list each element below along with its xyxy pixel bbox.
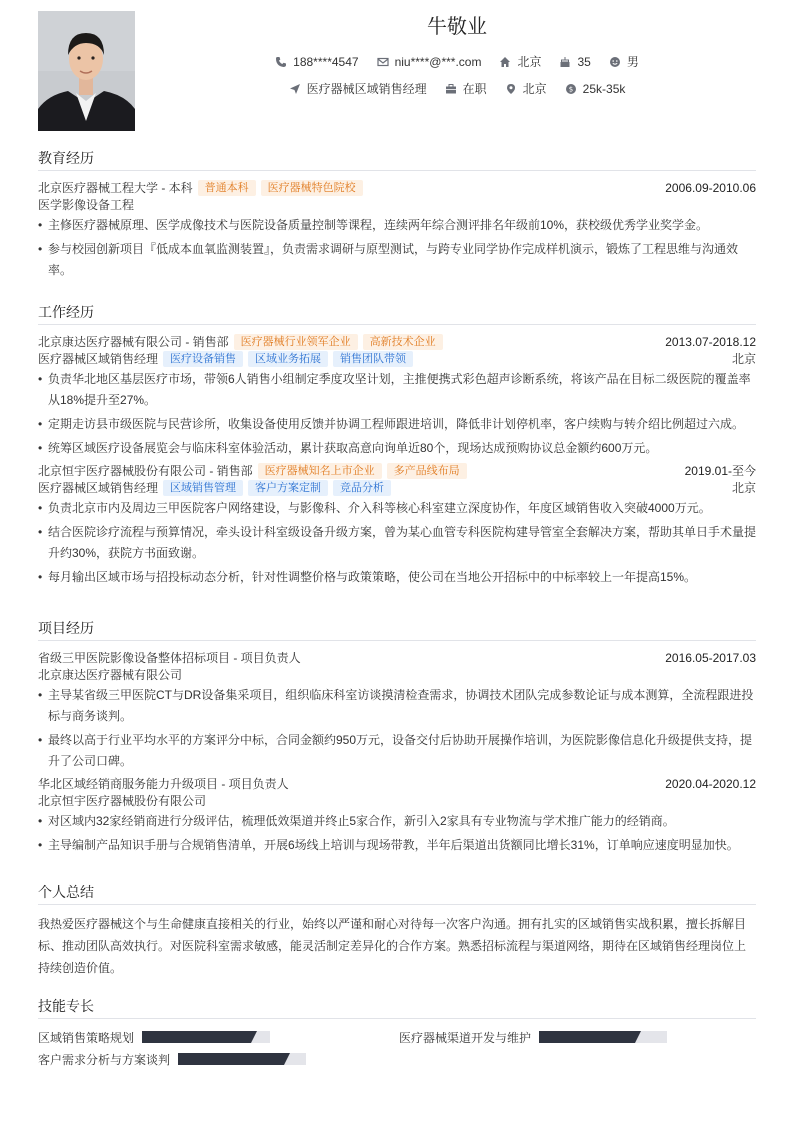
gender-text: 男 xyxy=(626,55,639,69)
skills-section xyxy=(38,998,756,1073)
avatar xyxy=(38,11,135,131)
school-tag: 医疗器械特色院校 xyxy=(261,180,363,196)
company-name: 北京康达医疗器械有限公司 - 销售部 xyxy=(38,335,229,349)
project-bullets xyxy=(38,685,756,772)
job-date: 2013.07-2018.12 xyxy=(665,334,756,349)
skill-level-fill xyxy=(142,1031,251,1043)
candidate-name: 牛敬业 xyxy=(427,14,487,38)
briefcase-icon xyxy=(445,83,457,95)
location-icon xyxy=(505,83,517,95)
section-title: 教育经历 xyxy=(38,150,756,171)
age-text: 35 xyxy=(577,54,591,69)
school-name: 北京医疗器械工程大学 - 本科 xyxy=(38,181,193,195)
company-tag: 多产品线布局 xyxy=(387,463,467,479)
phone-item xyxy=(275,55,358,69)
school-tag: 普通本科 xyxy=(198,180,256,196)
list-item: • 最终以高于行业平均水平的方案评分中标，合同金额约950万元，设备交付后协助开展操作培训，为医院影像信息化升级提供支持，提升了公司口碑。 xyxy=(38,730,756,772)
salary-item xyxy=(565,82,626,96)
location-item xyxy=(505,80,547,97)
list-item: • 定期走访县市级医院与民营诊所，收集设备使用反馈并协调工程师跟进培训，降低非计划停机率，客户续购与转介绍比例超过六成。 xyxy=(38,414,756,435)
summary-section xyxy=(38,884,756,979)
skill-item xyxy=(399,1029,667,1045)
skill-item xyxy=(38,1051,306,1067)
job-entry-header xyxy=(38,462,756,479)
project-name: 华北区域经销商服务能力升级项目 - 项目负责人 xyxy=(38,777,289,791)
list-item: • 主导某省级三甲医院CT与DR设备集采项目，组织临床科室访谈摸清检查需求，协调技术团队完成参数论证与成本测算，全流程跟进投标与商务谈判。 xyxy=(38,685,756,727)
job-bullets xyxy=(38,498,756,588)
major-name: 医学影像设备工程 xyxy=(38,198,135,212)
skill-name: 区域销售策略规划 xyxy=(38,1030,135,1045)
skill-level-bar xyxy=(178,1053,306,1065)
job-role: 医疗器械区域销售经理 xyxy=(38,481,159,495)
avatar-photo xyxy=(38,11,135,131)
education-date: 2006.09-2010.06 xyxy=(665,180,756,195)
position-item xyxy=(289,80,427,97)
skill-tag: 区域销售管理 xyxy=(163,480,243,496)
education-section xyxy=(38,150,756,284)
skill-tag: 客户方案定制 xyxy=(248,480,328,496)
job-role: 医疗器械区域销售经理 xyxy=(38,352,159,366)
project-entry-header xyxy=(38,775,756,792)
skill-level-fill xyxy=(178,1053,284,1065)
job-city: 北京 xyxy=(731,481,756,495)
skill-tag: 竞品分析 xyxy=(333,480,391,496)
education-entry-header xyxy=(38,179,756,196)
list-item: • 负责北京市内及周边三甲医院客户网络建设，与影像科、介入科等核心科室建立深度协作，年度区域销售收入突破4000万元。 xyxy=(38,498,756,519)
skill-level-fill xyxy=(539,1031,635,1043)
skill-name: 医疗器械渠道开发与维护 xyxy=(399,1030,532,1045)
svg-text:$: $ xyxy=(568,85,573,94)
age-item xyxy=(559,55,590,69)
project-bullets xyxy=(38,811,756,856)
smile-icon xyxy=(609,56,621,68)
project-org: 北京康达医疗器械有限公司 xyxy=(38,668,183,682)
salary-text: 25k-35k xyxy=(582,81,626,96)
status-text: 在职 xyxy=(462,82,487,96)
mail-icon xyxy=(377,56,389,68)
phone-icon xyxy=(275,56,287,68)
home-icon xyxy=(499,56,511,68)
project-date: 2020.04-2020.12 xyxy=(665,776,756,791)
list-item: • 对区域内32家经销商进行分级评估，梳理低效渠道并终止5家合作，新引入2家具有专业物流与学术推广能力的经销商。 xyxy=(38,811,756,832)
status-item xyxy=(445,80,487,97)
gender-item xyxy=(609,53,639,70)
section-title: 技能专长 xyxy=(38,998,756,1019)
job-entry-header xyxy=(38,333,756,350)
company-tag: 高新技术企业 xyxy=(363,334,443,350)
skill-name: 客户需求分析与方案谈判 xyxy=(38,1052,171,1067)
work-section xyxy=(38,304,756,591)
company-tag: 医疗器械行业领军企业 xyxy=(234,334,358,350)
job-date: 2019.01-至今 xyxy=(684,464,756,478)
cake-icon xyxy=(559,56,571,68)
send-icon xyxy=(289,83,301,95)
list-item: • 参与校园创新项目『低成本血氧监测装置』，负责需求调研与原型测试，与跨专业同学协作完成样机演示，锻炼了工程思维与沟通效率。 xyxy=(38,239,756,281)
email-address: niu****@***.com xyxy=(394,54,482,69)
email-item xyxy=(377,55,482,69)
project-entry-header xyxy=(38,649,756,666)
project-org-row xyxy=(38,666,756,683)
company-name: 北京恒宇医疗器械股份有限公司 - 销售部 xyxy=(38,464,253,478)
location-text: 北京 xyxy=(522,82,547,96)
section-title: 个人总结 xyxy=(38,884,756,905)
section-title: 工作经历 xyxy=(38,304,756,325)
job-role-row xyxy=(38,479,756,496)
list-item: • 主导编制产品知识手册与合规销售清单，开展6场线上培训与现场带教，半年后渠道出货额同比增长31%，订单响应速度明显加快。 xyxy=(38,835,756,856)
section-title: 项目经历 xyxy=(38,620,756,641)
skill-level-bar xyxy=(539,1031,667,1043)
job-role-row xyxy=(38,350,756,367)
projects-section xyxy=(38,620,756,859)
project-org-row xyxy=(38,792,756,809)
skill-tag: 销售团队带领 xyxy=(333,351,413,367)
skill-tag: 区域业务拓展 xyxy=(248,351,328,367)
education-major-row xyxy=(38,196,756,213)
job-bullets xyxy=(38,369,756,459)
skill-item xyxy=(38,1029,270,1045)
project-name: 省级三甲医院影像设备整体招标项目 - 项目负责人 xyxy=(38,651,301,665)
summary-text: 我热爱医疗器械这个与生命健康直接相关的行业，始终以严谨和耐心对待每一次客户沟通。拥有扎实的区域销售实战积累，擅长拆解目标、推动团队高效执行。对医院科室需求敏感，能灵活制定差异化的合作方案。熟悉招标流程与渠道网络，期待在区域销售经理岗位上持续创造价值。 xyxy=(38,917,747,975)
list-item: • 主修医疗器械原理、医学成像技术与医院设备质量控制等课程，连续两年综合测评排名年级前10%，获校级优秀学业奖学金。 xyxy=(38,215,756,236)
job-intent-row xyxy=(160,80,754,97)
skill-tag: 医疗设备销售 xyxy=(163,351,243,367)
position-text: 医疗器械区域销售经理 xyxy=(306,82,427,96)
company-tag: 医疗器械知名上市企业 xyxy=(258,463,382,479)
skill-level-bar xyxy=(142,1031,270,1043)
city-text: 北京 xyxy=(517,55,542,69)
job-city: 北京 xyxy=(731,352,756,366)
city-item xyxy=(499,53,541,70)
list-item: • 每月输出区域市场与招投标动态分析，针对性调整价格与政策策略，使公司在当地公开招标中的中标率较上一年提高15%。 xyxy=(38,567,756,588)
money-icon xyxy=(565,83,577,95)
list-item: • 统筹区域医疗设备展览会与临床科室体验活动，累计获取高意向询单近80个，现场达成预购协议总金额约600万元。 xyxy=(38,438,756,459)
project-date: 2016.05-2017.03 xyxy=(665,650,756,665)
list-item: • 负责华北地区基层医疗市场，带领6人销售小组制定季度攻坚计划，主推便携式彩色超声诊断系统，将该产品在目标二级医院的覆盖率从18%提升至27%。 xyxy=(38,369,756,411)
project-org: 北京恒宇医疗器械股份有限公司 xyxy=(38,794,207,808)
list-item: • 结合医院诊疗流程与预算情况，牵头设计科室级设备升级方案，曾为某心血管专科医院构建导管室全套解决方案，帮助其单日手术量提升约30%，获院方书面致谢。 xyxy=(38,522,756,564)
skills-list xyxy=(38,1027,756,1073)
contact-info-row xyxy=(160,53,754,70)
education-bullets xyxy=(38,215,756,281)
phone-number: 188****4547 xyxy=(293,54,359,69)
